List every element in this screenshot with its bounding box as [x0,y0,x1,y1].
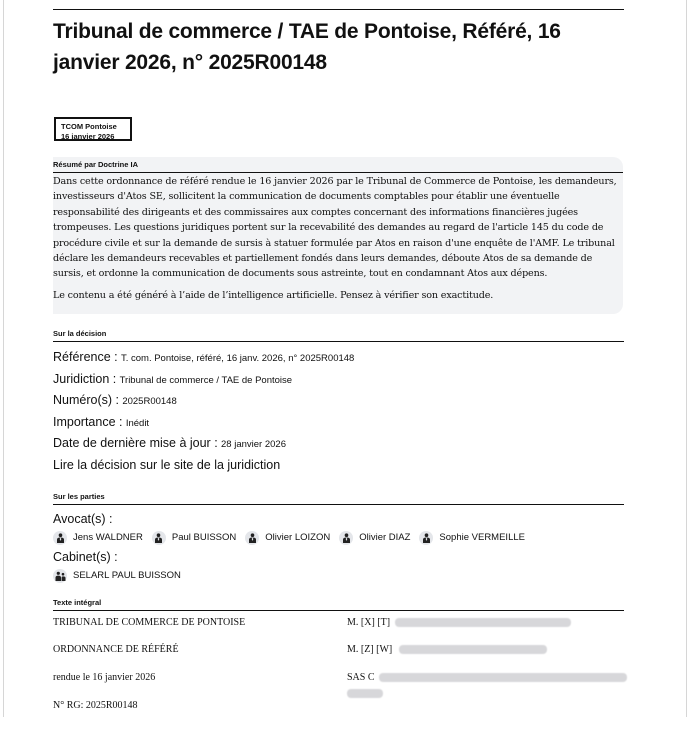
redaction-bar [347,689,383,698]
party-line [347,672,627,683]
firm-name: SELARL PAUL BUISSON [73,570,181,581]
full-text-line: ORDONNANCE DE RÉFÉRÉ [53,644,179,655]
full-text-line: N° RG: 2025R00148 [53,700,138,711]
person-icon [339,531,353,545]
summary-text: Dans cette ordonnance de référé rendue le 16 janvier 2026 par le Tribunal de Commerce de Pontoise, les demandeurs, investisseurs d'Atos SE, sollicitent la communication de documents comptables pour établir une éventuelle responsabilité des dirigeants et des commissaires aux comptes concernant des informations financières jugées trompeuses. Les questions juridiques portent sur la recevabilité des demandes au regard de l'article 145 du code de procédure civile et sur la demande de sursis à statuer formulée par Atos en raison d'une enquête de l'AMF. Le tribunal déclare les demandeurs recevables et partiellement fondés dans leurs demandes, déboute Atos de sa demande de sursis, et ordonne la communication de documents sous astreinte, tout en condamnant Atos aux dépens. [53,176,617,280]
person-icon [53,531,67,545]
firms-label: Cabinet(s) : [53,550,118,564]
full-text-section [53,598,624,731]
redaction-bar [399,645,547,654]
decision-heading: Sur la décision [53,329,624,342]
firm-chip[interactable] [53,569,181,583]
decision-section [53,329,624,477]
meta-importance [53,412,624,434]
lawyer-chip[interactable] [339,531,410,545]
top-divider [53,9,624,10]
page-border-right [686,0,687,717]
court-badge-date: 16 janvier 2026 [61,132,115,141]
parties-heading: Sur les parties [53,492,624,505]
lawyer-chip[interactable] [245,531,330,545]
summary-heading: Résumé par Doctrine IA [53,157,623,173]
meta-value: Tribunal de commerce / TAE de Pontoise [119,374,293,386]
meta-label: Numéro(s) : [53,393,119,408]
meta-label: Importance : [53,414,123,429]
full-text-heading: Texte intégral [53,598,624,611]
party-line [347,644,547,655]
meta-jurisdiction [53,369,624,391]
person-icon [245,531,259,545]
party-name: M. [X] [T] [347,617,391,628]
meta-label: Date de dernière mise à jour : [53,436,218,451]
meta-label: Juridiction : [53,371,117,386]
lawyer-name: Sophie VERMEILLE [439,532,525,543]
redaction-bar [379,673,627,682]
lawyer-chip[interactable] [419,531,525,545]
court-badge-name: TCOM Pontoise [61,122,117,131]
meta-reference [53,347,624,369]
person-icon [152,531,166,545]
party-line-continued [347,688,383,699]
lawyer-chip[interactable] [53,531,143,545]
page-title: Tribunal de commerce / TAE de Pontoise, Référé, 16 janvier 2026, n° 2025R00148 [53,20,561,74]
lawyers-list [53,528,624,547]
page-border-left [3,0,4,717]
lawyer-name: Paul BUISSON [171,532,237,543]
lawyer-name: Jens WALDNER [73,532,143,543]
party-name: M. [Z] [W] [347,644,393,655]
firms-list [53,566,624,585]
lawyer-name: Olivier DIAZ [359,532,411,543]
full-text-line: rendue le 16 janvier 2026 [53,672,156,683]
meta-numbers [53,390,624,412]
meta-value: Inédit [125,417,150,429]
lawyers-label: Avocat(s) : [53,512,113,526]
meta-label: Référence : [53,350,118,364]
court-badge [54,117,132,141]
meta-value: T. com. Pontoise, référé, 16 janv. 2026, n° 2025R00148 [120,353,355,364]
ai-summary-panel [53,157,623,314]
party-name: SAS C [347,672,375,683]
read-decision-link[interactable]: Lire la décision sur le site de la juridiction [53,457,281,472]
redaction-bar [395,618,571,627]
meta-value: 28 janvier 2026 [221,439,286,451]
person-icon [419,531,433,545]
parties-section [53,492,624,585]
meta-value: 2025R00148 [122,396,177,408]
full-text-line: TRIBUNAL DE COMMERCE DE PONTOISE [53,617,246,628]
summary-disclaimer: Le contenu a été généré à l’aide de l’intelligence artificielle. Pensez à vérifier son exactitude. [53,289,494,301]
party-line [347,617,571,628]
lawyer-chip[interactable] [152,531,236,545]
meta-last-update [53,433,624,455]
group-icon [53,569,67,583]
lawyer-name: Olivier LOIZON [265,532,331,543]
